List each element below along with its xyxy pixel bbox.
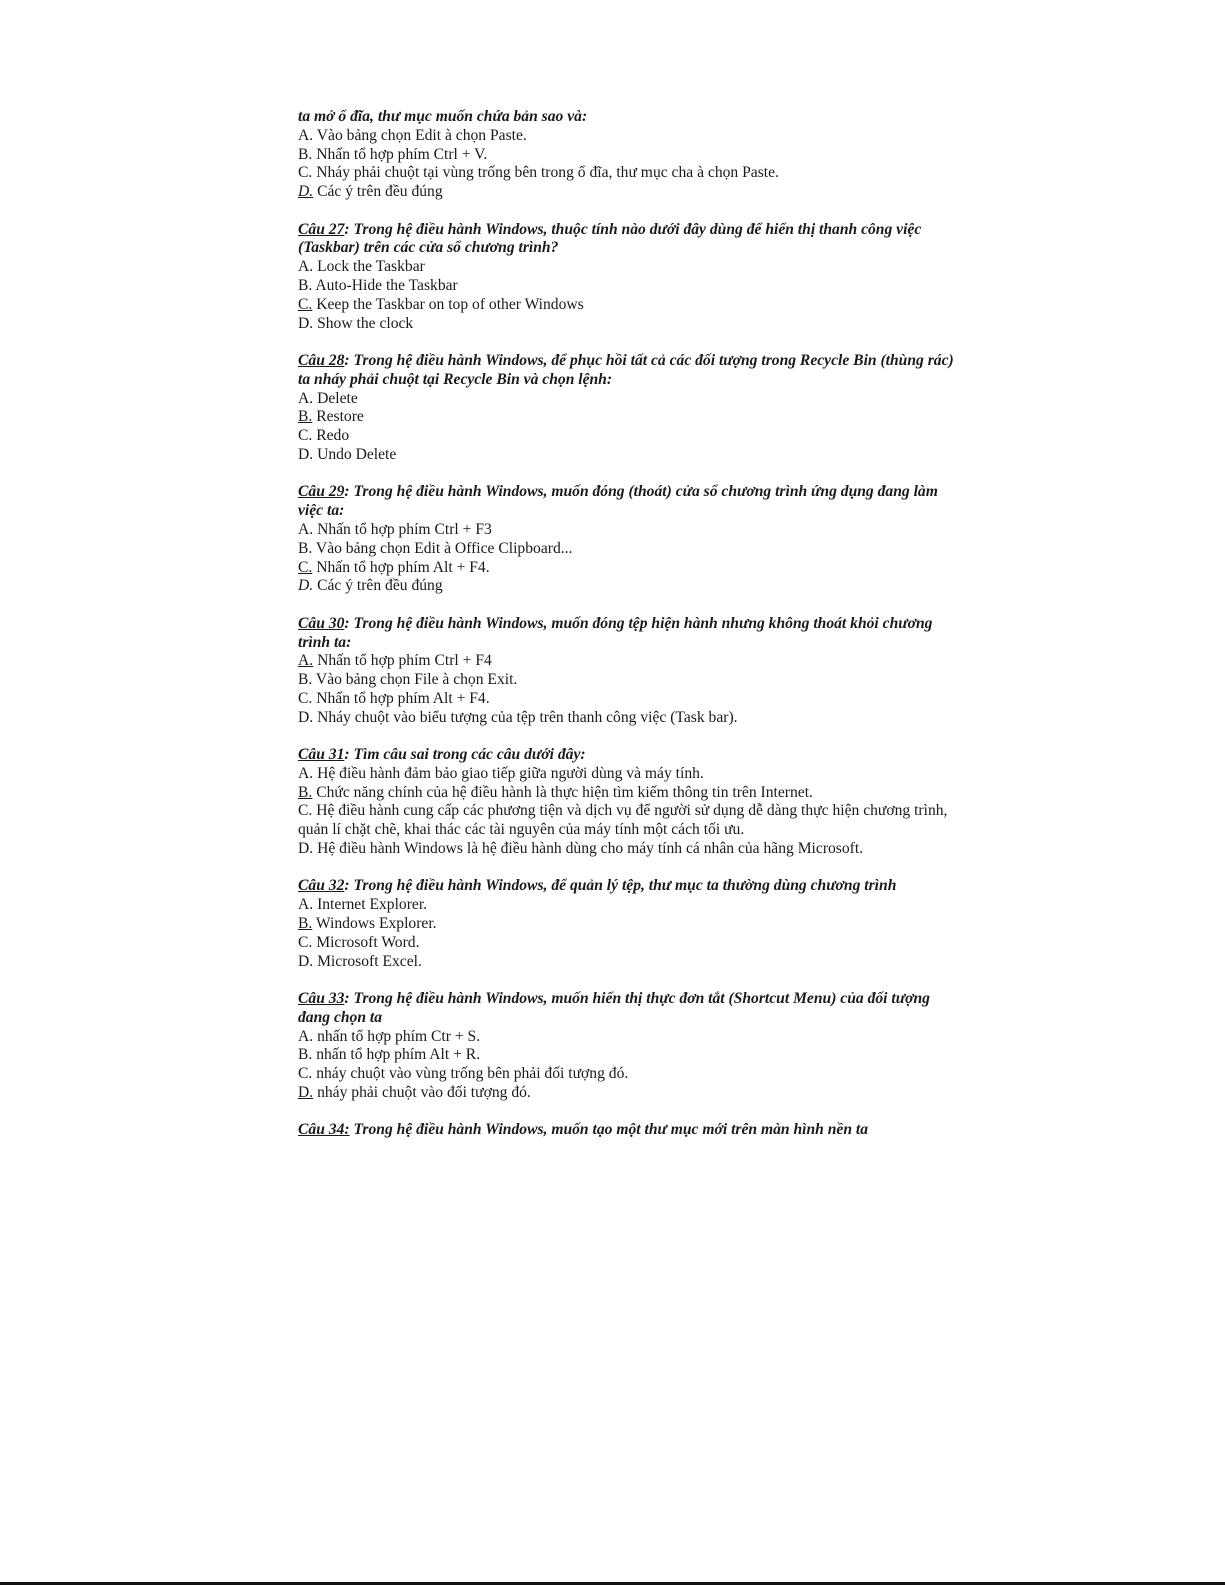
option-b: B. Auto-Hide the Taskbar	[298, 276, 458, 294]
question-stem: Câu 34: Trong hệ điều hành Windows, muốn tạo một thư mục mới trên màn hình nền ta	[298, 1121, 869, 1139]
question-stem: Câu 30: Trong hệ điều hành Windows, muốn đóng tệp hiện hành nhưng không thoát khỏi chương trình ta:	[298, 614, 933, 651]
option-c: C. Redo	[298, 427, 350, 445]
option-d: D. Các ý trên đều đúng	[298, 183, 443, 201]
option-d: D. Show the clock	[298, 314, 414, 332]
option-b: B. Nhấn tổ hợp phím Ctrl + V.	[298, 145, 488, 163]
option-a: A. Lock the Taskbar	[298, 258, 425, 276]
option-c: C. Nhấn tổ hợp phím Alt + F4.	[298, 558, 490, 576]
option-d: D. Undo Delete	[298, 445, 397, 463]
question-stem: Câu 31: Tìm câu sai trong các câu dưới đây:	[298, 746, 586, 764]
option-b: B. Windows Explorer.	[298, 915, 437, 933]
question-number: Câu 31	[298, 746, 345, 764]
option-a: A. nhấn tổ hợp phím Ctr + S.	[298, 1027, 481, 1045]
option-a: A. Internet Explorer.	[298, 896, 428, 914]
question-number: Câu 30	[298, 614, 345, 632]
option-c: C. Nhấn tổ hợp phím Alt + F4.	[298, 689, 490, 707]
question-27	[298, 221, 958, 334]
question-number: Câu 28	[298, 351, 345, 369]
option-a: A. Hệ điều hành đảm bảo giao tiếp giữa người dùng và máy tính.	[298, 764, 704, 782]
option-c: C. Hệ điều hành cung cấp các phương tiện và dịch vụ để người sử dụng dễ dàng thực hiện chương trình, quản lí chặt chẽ, khai thác các tài nguyên của máy tính một cách tối ưu.	[298, 802, 948, 839]
question-34	[298, 1121, 958, 1140]
option-c: C. Microsoft Word.	[298, 933, 420, 951]
option-d: D. Microsoft Excel.	[298, 952, 422, 970]
option-b: B. Vào bảng chọn File à chọn Exit.	[298, 671, 518, 689]
option-a: A. Vào bảng chọn Edit à chọn Paste.	[298, 126, 527, 144]
document-content	[298, 108, 958, 1159]
question-33	[298, 990, 958, 1103]
option-c: C. Keep the Taskbar on top of other Windows	[298, 295, 584, 313]
option-c: C. nháy chuột vào vùng trống bên phải đối tượng đó.	[298, 1065, 629, 1083]
question-stem: Câu 33: Trong hệ điều hành Windows, muốn hiển thị thực đơn tắt (Shortcut Menu) của đối tượng đang chọn ta	[298, 990, 930, 1026]
option-a: A. Delete	[298, 389, 358, 407]
option-b: B. Vào bảng chọn Edit à Office Clipboard...	[298, 539, 573, 557]
question-30	[298, 615, 958, 728]
option-d: D. Hệ điều hành Windows là hệ điều hành dùng cho máy tính cá nhân của hãng Microsoft.	[298, 840, 864, 858]
question-31	[298, 746, 958, 859]
question-number: Câu 33	[298, 990, 345, 1008]
option-d: D. nháy phải chuột vào đối tượng đó.	[298, 1084, 531, 1102]
option-b: B. nhấn tổ hợp phím Alt + R.	[298, 1046, 481, 1064]
question-stem: Câu 29: Trong hệ điều hành Windows, muốn đóng (thoát) cửa sổ chương trình ứng dụng đang làm việc ta:	[298, 483, 938, 520]
option-d: D. Nháy chuột vào biểu tượng của tệp trên thanh công việc (Task bar).	[298, 708, 738, 726]
question-28	[298, 352, 958, 465]
question-number: Câu 34:	[298, 1121, 350, 1139]
option-b: B. Restore	[298, 408, 364, 426]
option-d: D. Các ý trên đều đúng	[298, 577, 443, 595]
option-a: A. Nhấn tổ hợp phím Ctrl + F4	[298, 652, 492, 670]
question-fragment	[298, 108, 958, 202]
option-b: B. Chức năng chính của hệ điều hành là thực hiện tìm kiếm thông tin trên Internet.	[298, 783, 813, 801]
question-stem: Câu 32: Trong hệ điều hành Windows, để quản lý tệp, thư mục ta thường dùng chương trình	[298, 877, 897, 895]
option-a: A. Nhấn tổ hợp phím Ctrl + F3	[298, 520, 492, 538]
question-stem: ta mở ổ đĩa, thư mục muốn chứa bản sao và:	[298, 108, 588, 125]
question-stem: Câu 27: Trong hệ điều hành Windows, thuộc tính nào dưới đây dùng để hiển thị thanh công việc (Taskbar) trên các cửa sổ chương trình?	[298, 220, 922, 257]
question-number: Câu 32	[298, 877, 345, 895]
option-c: C. Nháy phải chuột tại vùng trống bên trong ổ đĩa, thư mục cha à chọn Paste.	[298, 164, 779, 182]
question-32	[298, 877, 958, 971]
question-number: Câu 27	[298, 220, 345, 238]
question-number: Câu 29	[298, 483, 345, 501]
question-29	[298, 483, 958, 596]
question-stem: Câu 28: Trong hệ điều hành Windows, để phục hồi tất cả các đối tượng trong Recycle Bin (thùng rác) ta nháy phải chuột tại Recycle Bin và chọn lệnh:	[298, 351, 954, 388]
